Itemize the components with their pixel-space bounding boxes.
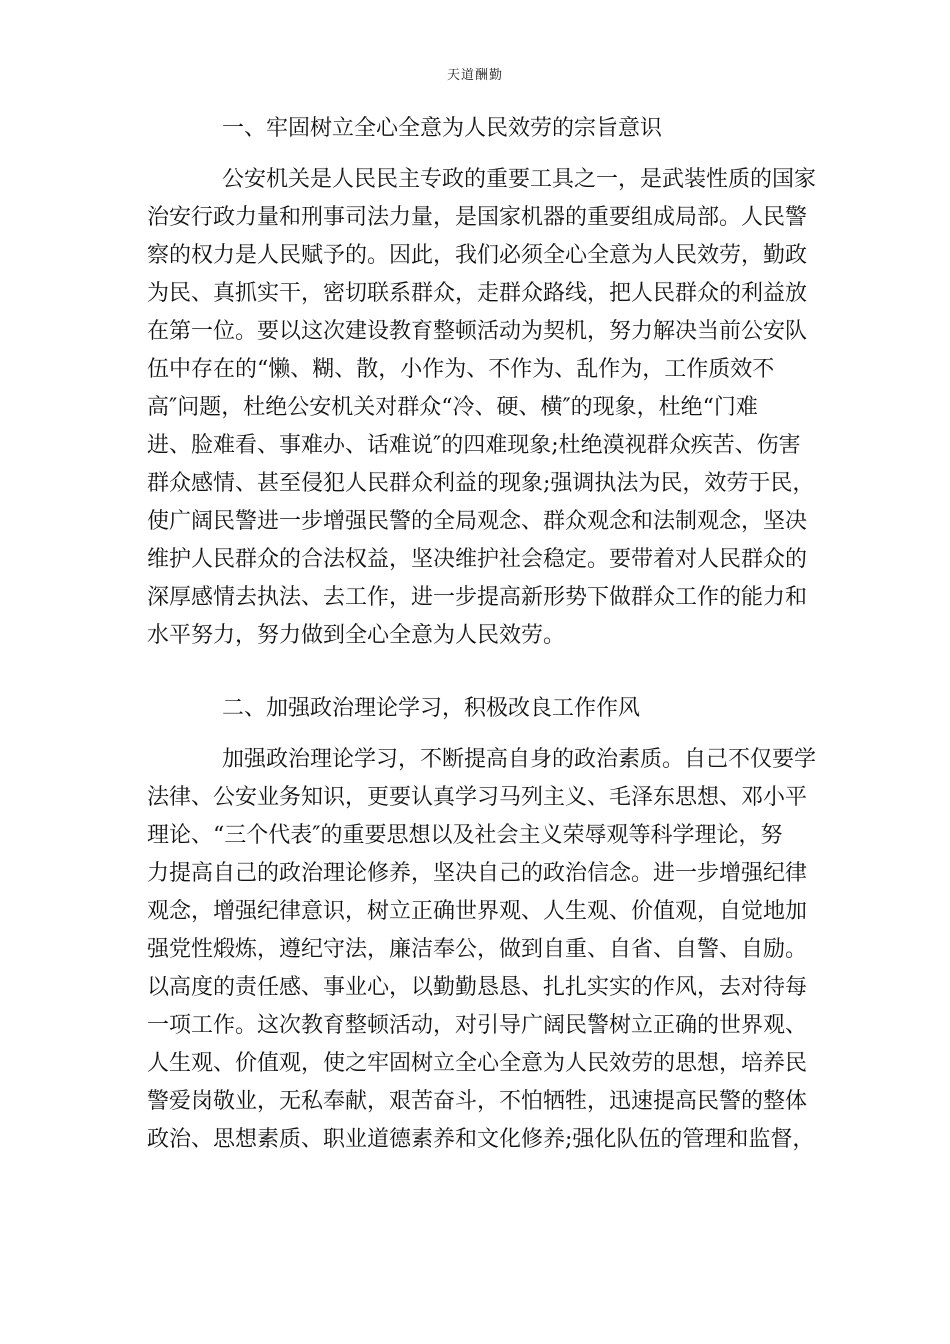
paragraph-line: 高″问题，杜绝公安机关对群众“冷、硬、横″的现象，杜绝“门难 [147, 395, 758, 420]
section-2-heading: 二、加强政治理论学习，积极改良工作作风 [222, 696, 641, 721]
paragraph-line: 理论、“三个代表″的重要思想以及社会主义荣辱观等科学理论，努 [147, 823, 783, 848]
page-header: 天道酬勤 [446, 68, 503, 83]
paragraph-line: 强党性煅炼，遵纪守法，廉洁奉公，做到自重、自省、自警、自励。 [147, 937, 808, 962]
paragraph-line: 维护人民群众的合法权益，坚决维护社会稳定。要带着对人民群众的 [147, 547, 808, 572]
paragraph-line: 水平努力，努力做到全心全意为人民效劳。 [147, 623, 566, 648]
paragraph-line: 治安行政力量和刑事司法力量，是国家机器的重要组成局部。人民警 [147, 205, 808, 230]
paragraph-line: 加强政治理论学习，不断提高自身的政治素质。自己不仅要学 [222, 747, 817, 772]
paragraph-line: 使广阔民警进一步增强民警的全局观念、群众观念和法制观念，坚决 [147, 509, 808, 534]
paragraph-line: 政治、思想素质、职业道德素养和文化修养;强化队伍的管理和监督， [147, 1127, 815, 1152]
paragraph-line: 在第一位。要以这次建设教育整顿活动为契机，努力解决当前公安队 [147, 319, 808, 344]
paragraph-line: 进、脸难看、事难办、话难说″的四难现象;杜绝漠视群众疾苦、伤害 [147, 433, 801, 458]
section-1-heading: 一、牢固树立全心全意为人民效劳的宗旨意识 [222, 116, 663, 141]
paragraph-line: 力提高自己的政治理论修养，坚决自己的政治信念。进一步增强纪律 [147, 861, 808, 886]
paragraph-line: 法律、公安业务知识，更要认真学习马列主义、毛泽东思想、邓小平 [147, 785, 808, 810]
paragraph-line: 人生观、价值观，使之牢固树立全心全意为人民效劳的思想，培养民 [147, 1051, 808, 1076]
paragraph-line: 观念，增强纪律意识，树立正确世界观、人生观、价值观，自觉地加 [147, 899, 808, 924]
paragraph-line: 深厚感情去执法、去工作，进一步提高新形势下做群众工作的能力和 [147, 585, 808, 610]
paragraph-line: 群众感情、甚至侵犯人民群众利益的现象;强调执法为民，效劳于民， [147, 471, 815, 496]
paragraph-line: 警爱岗敬业，无私奉献，艰苦奋斗，不怕牺牲，迅速提高民警的整体 [147, 1089, 808, 1114]
paragraph-line: 以高度的责任感、事业心，以勤勤恳恳、扎扎实实的作风，去对待每 [147, 975, 808, 1000]
paragraph-line: 察的权力是人民赋予的。因此，我们必须全心全意为人民效劳，勤政 [147, 243, 808, 268]
paragraph-line: 伍中存在的“懒、糊、散，小作为、不作为、乱作为，工作质效不 [147, 357, 775, 382]
paragraph-line: 为民、真抓实干，密切联系群众，走群众路线，把人民群众的利益放 [147, 281, 808, 306]
paragraph-line: 一项工作。这次教育整顿活动，对引导广阔民警树立正确的世界观、 [147, 1013, 808, 1038]
paragraph-line: 公安机关是人民民主专政的重要工具之一，是武装性质的国家 [222, 167, 817, 192]
